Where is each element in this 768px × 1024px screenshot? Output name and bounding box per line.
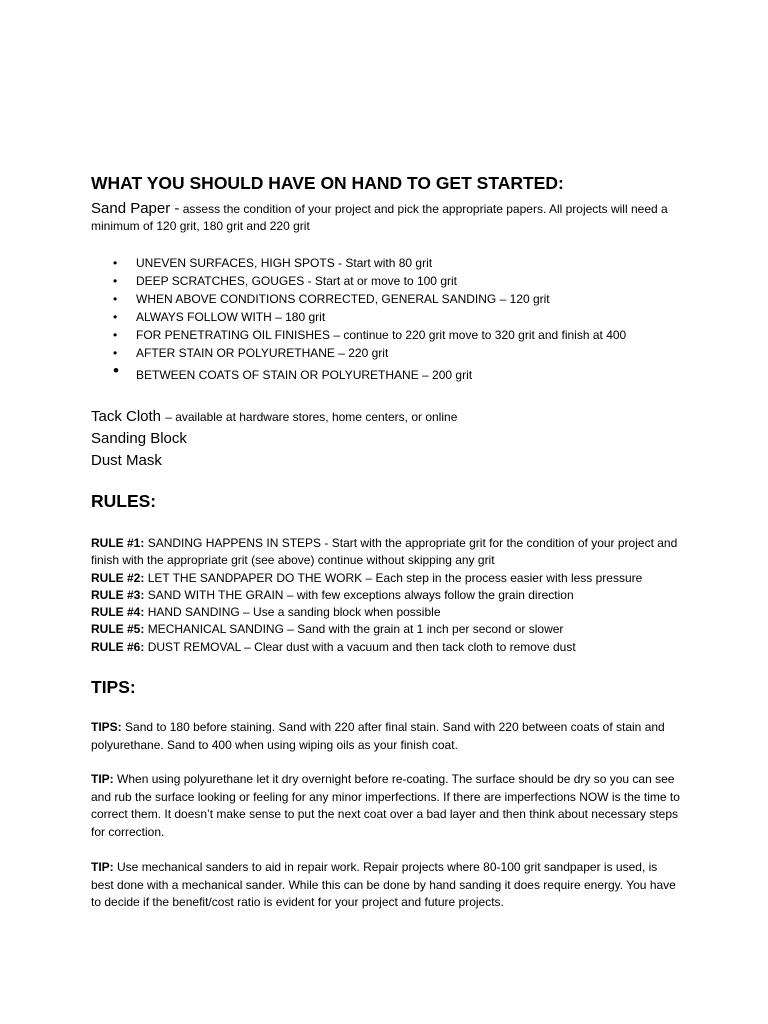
tip-label: TIP: (91, 772, 114, 786)
rule-item (91, 535, 681, 570)
rules-section (91, 535, 681, 656)
supply-tack-cloth (91, 406, 457, 428)
rule-item (91, 587, 681, 604)
supply-sanding-block: Sanding Block (91, 430, 187, 447)
rule-label: RULE #1: (91, 536, 145, 550)
rule-label: RULE #4: (91, 605, 145, 620)
page-heading: WHAT YOU SHOULD HAVE ON HAND TO GET STARTED: (91, 173, 564, 193)
tip-text: Use mechanical sanders to aid in repair work. Repair projects where 80-100 grit sandpaper is used, is best done with a mechanical sander. While this can be done by hand sanding it does require energy. You have to decide if the benefit/cost ratio is evident for your project and future projects. (91, 860, 676, 909)
sandpaper-text: assess the condition of your project and pick the appropriate papers. All projects will need a minimum of 120 grit, 180 grit and 220 grit (91, 202, 668, 233)
list-item: • AFTER STAIN OR POLYURETHANE – 220 grit (91, 344, 681, 362)
tip-text: When using polyurethane let it dry overnight before re-coating. The surface should be dry so you can see and rub the surface looking or feeling for any minor imperfections. If there are imperfections NOW is the time to correct them. It doesn’t make sense to put the next coat over a bad layer and then think about necessary steps for correction. (91, 772, 680, 839)
tack-cloth-label: Tack Cloth (91, 408, 162, 425)
rule-text: MECHANICAL SANDING – Sand with the grain at 1 inch per second or slower (147, 622, 564, 637)
sandpaper-label: Sand Paper - (91, 200, 180, 217)
list-item: • WHEN ABOVE CONDITIONS CORRECTED, GENERAL SANDING – 120 grit (91, 290, 681, 308)
supply-dust-mask: Dust Mask (91, 452, 162, 469)
rule-text: DUST REMOVAL – Clear dust with a vacuum and then tack cloth to remove dust (147, 639, 576, 654)
rules-heading: RULES: (91, 491, 157, 511)
rule-text: SANDING HAPPENS IN STEPS - Start with the appropriate grit for the condition of your project and finish with the appropriate grit (see above) continue without skipping any grit (91, 536, 678, 568)
rule-item (91, 621, 681, 638)
rule-label: RULE #3: (91, 587, 145, 602)
list-item: • BETWEEN COATS OF STAIN OR POLYURETHANE – 200 grit (91, 362, 681, 386)
rule-item (91, 639, 681, 656)
rule-label: RULE #5: (91, 622, 145, 637)
tip-label: TIP: (91, 860, 114, 874)
tip-label: TIPS: (91, 720, 122, 734)
list-item: • ALWAYS FOLLOW WITH – 180 grit (91, 308, 681, 326)
grit-list (91, 254, 681, 386)
list-item: • UNEVEN SURFACES, HIGH SPOTS - Start with 80 grit (91, 254, 681, 272)
tips-heading: TIPS: (91, 677, 136, 697)
rule-item (91, 604, 681, 621)
tip-item (91, 859, 681, 912)
sandpaper-paragraph (91, 200, 681, 235)
tip-item (91, 719, 681, 754)
rule-label: RULE #2: (91, 570, 145, 585)
tack-cloth-text: – available at hardware stores, home centers, or online (165, 410, 458, 424)
list-item: • FOR PENETRATING OIL FINISHES – continue to 220 grit move to 320 grit and finish at 400 (91, 326, 681, 344)
tip-text: Sand to 180 before staining. Sand with 220 after final stain. Sand with 220 between coats of stain and polyurethane. Sand to 400 when using wiping oils as your finish coat. (91, 720, 665, 752)
rule-text: LET THE SANDPAPER DO THE WORK – Each step in the process easier with less pressure (147, 570, 643, 585)
supplies-list (91, 406, 457, 472)
rule-item (91, 570, 681, 587)
rule-text: HAND SANDING – Use a sanding block when possible (147, 605, 441, 620)
tip-item (91, 771, 681, 841)
rule-label: RULE #6: (91, 639, 145, 654)
list-item: • DEEP SCRATCHES, GOUGES - Start at or move to 100 grit (91, 272, 681, 290)
rule-text: SAND WITH THE GRAIN – with few exceptions always follow the grain direction (147, 587, 574, 602)
